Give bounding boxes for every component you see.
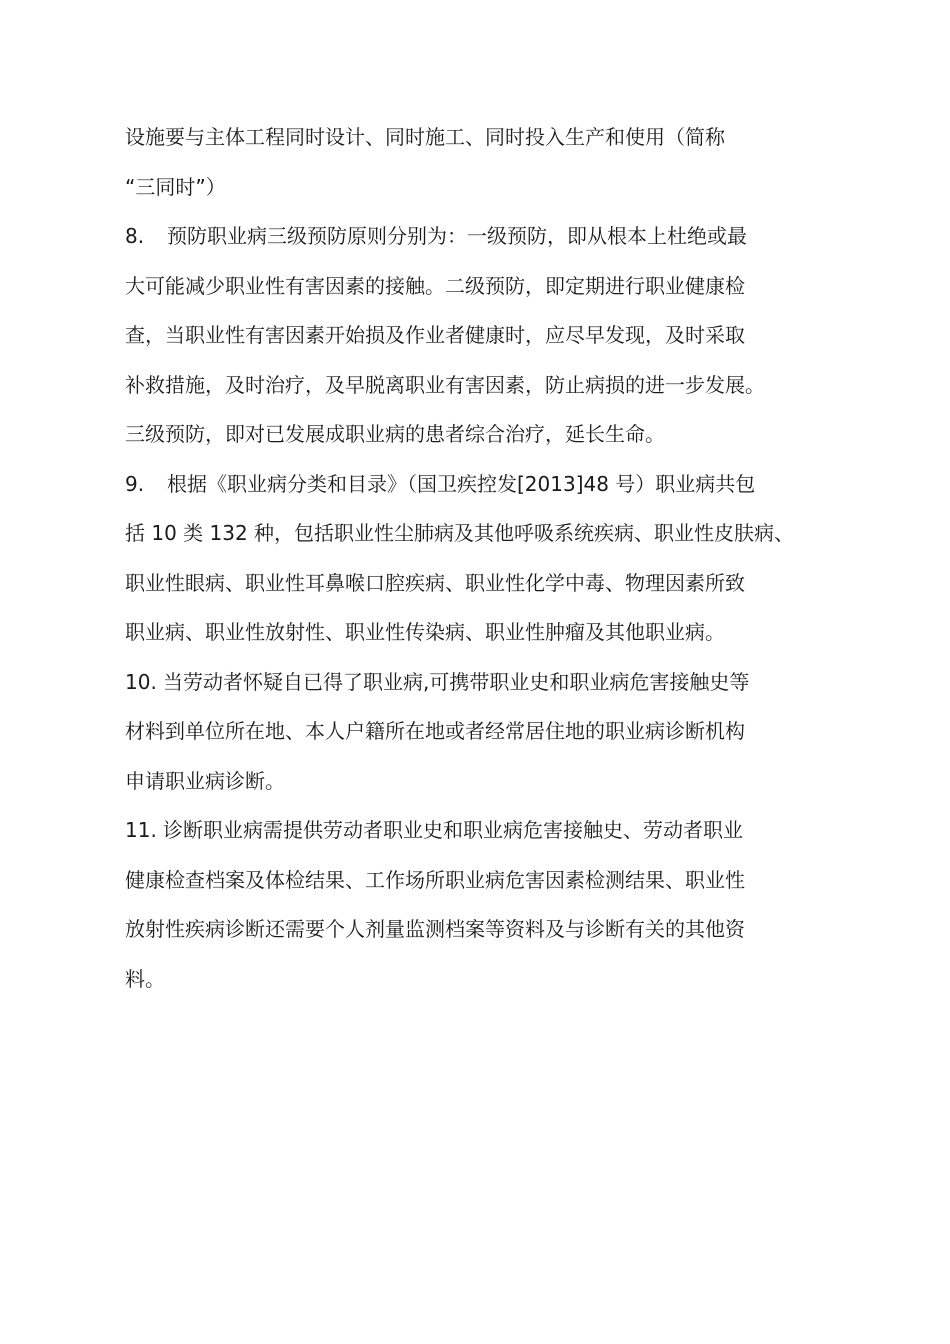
item-text: 当劳动者怀疑自已得了职业病,可携带职业史和职业病危害接触史等	[163, 669, 750, 694]
item-8-line-5: 三级预防，即对已发展成职业病的患者综合治疗，延长生命。	[125, 422, 665, 446]
item-9-line-3: 职业性眼病、职业性耳鼻喉口腔疾病、职业性化学中毒、物理因素所致	[125, 570, 745, 595]
item-11-line-4: 料。	[125, 966, 165, 991]
item-9-line-2: 括 10 类 132 种，包括职业性尘肺病及其他呼吸系统疾病、职业性皮肤病、	[125, 521, 795, 545]
item-8-line-4: 补救措施，及时治疗，及早脱离职业有害因素，防止病损的进一步发展。	[125, 372, 765, 397]
item-number: 11.	[125, 818, 157, 842]
item-10-line-3: 申请职业病诊断。	[125, 768, 285, 793]
document-body	[125, 113, 845, 1004]
item-9-line-4: 职业病、职业性放射性、职业性传染病、职业性肿瘤及其他职业病。	[125, 620, 725, 644]
text-line-2: “三同时”）	[125, 174, 226, 199]
item-text: 预防职业病三级预防原则分别为：一级预防，即从根本上杜绝或最	[167, 224, 747, 248]
item-11-line-3: 放射性疾病诊断还需要个人剂量监测档案等资料及与诊断有关的其他资	[125, 917, 745, 941]
item-number: 8.	[125, 224, 145, 248]
item-10-line-1	[125, 658, 845, 708]
item-text: 根据《职业病分类和目录》（国卫疾控发[2013]48 号）职业病共包	[167, 471, 756, 496]
item-8-line-2: 大可能减少职业性有害因素的接触。二级预防，即定期进行职业健康检	[125, 273, 745, 298]
item-number: 9.	[125, 471, 145, 496]
item-number: 10.	[125, 669, 157, 694]
text-line-1: 设施要与主体工程同时设计、同时施工、同时投入生产和使用（简称	[125, 125, 725, 149]
item-11-line-1	[125, 806, 845, 856]
item-8-line-1	[125, 212, 845, 262]
item-8-line-3: 查，当职业性有害因素开始损及作业者健康时，应尽早发现，及时采取	[125, 323, 745, 347]
item-9-line-1	[125, 460, 845, 510]
item-text: 诊断职业病需提供劳动者职业史和职业病危害接触史、劳动者职业	[163, 818, 743, 842]
item-11-line-2: 健康检查档案及体检结果、工作场所职业病危害因素检测结果、职业性	[125, 867, 745, 892]
item-10-line-2: 材料到单位所在地、本人户籍所在地或者经常居住地的职业病诊断机构	[125, 719, 745, 743]
